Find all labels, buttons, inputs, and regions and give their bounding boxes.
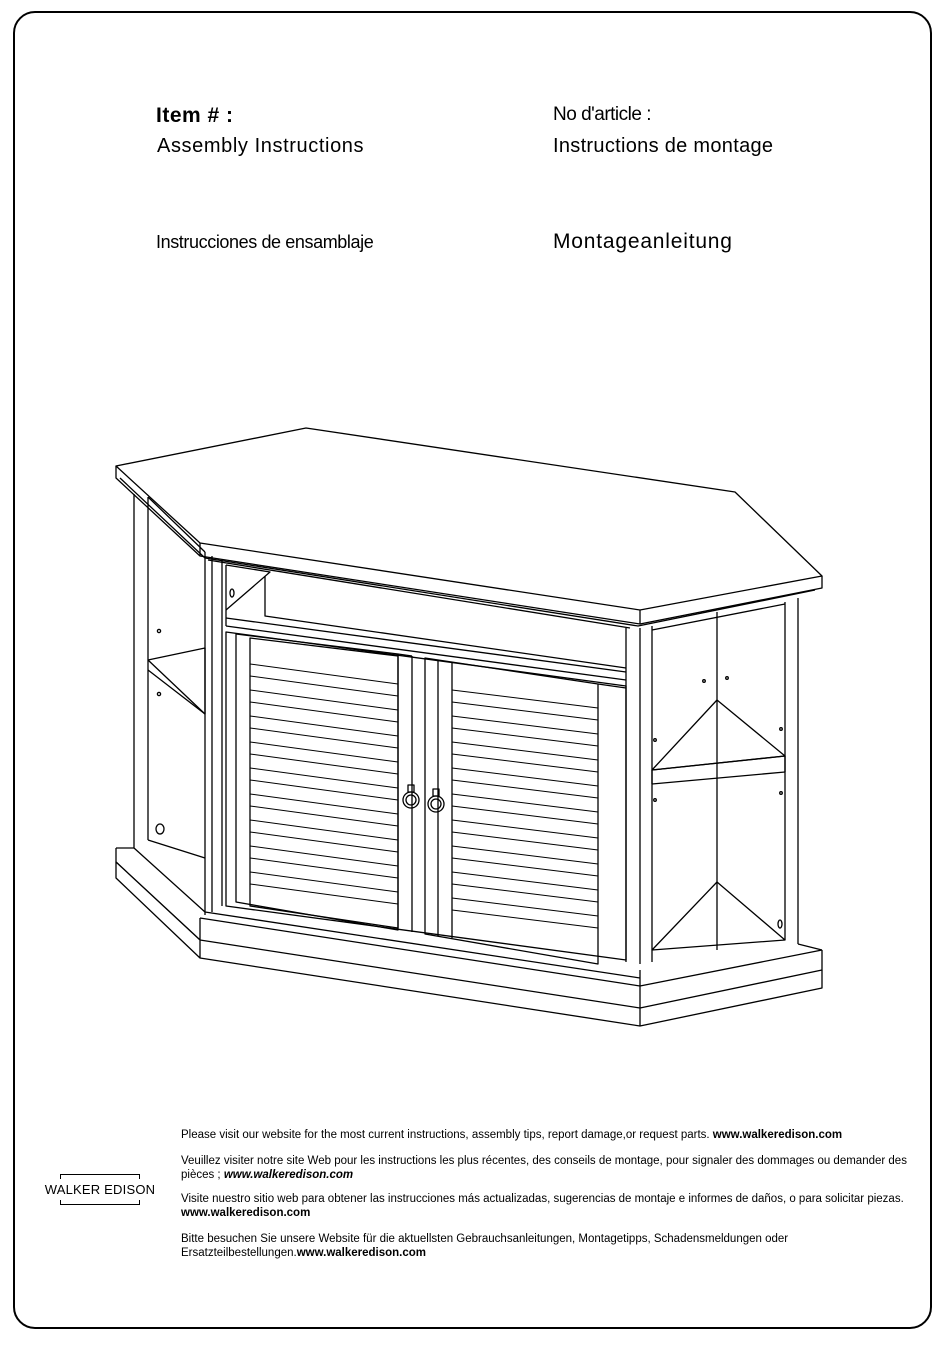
tv-stand-illustration <box>100 420 840 1040</box>
footer-es <box>181 1192 911 1220</box>
assembly-instructions-title: Assembly Instructions <box>157 135 365 157</box>
footer-en-text: Please visit our website for the most current instructions, assembly tips, report damage,or request parts. <box>181 1129 713 1141</box>
logo-text: WALKER EDISON <box>44 1182 156 1197</box>
footer-en <box>181 1128 911 1142</box>
logo-bracket-top <box>60 1174 140 1179</box>
footer-fr-text: Veuillez visiter notre site Web pour les instructions les plus récentes, des conseils de montage, pour signaler des dommages ou demander des pièces ; <box>181 1155 907 1181</box>
footer-de-text: Bitte besuchen Sie unsere Website für die aktuellsten Gebrauchsanleitungen, Montagetipps, Schadensmeldungen oder Ersatzteilbestellungen. <box>181 1233 789 1259</box>
instructions-de-title: Montageanleitung <box>553 230 733 253</box>
logo-bracket-bottom <box>60 1200 140 1205</box>
article-number-label: No d'article : <box>553 104 652 125</box>
footer-fr-url[interactable]: www.walkeredison.com <box>223 1169 354 1181</box>
footer-es-text: Visite nuestro sitio web para obtener las instrucciones más actualizadas, sugerencias de montaje e informes de daños, o para solicitar piezas. <box>181 1193 904 1205</box>
instructions-es-title: Instrucciones de ensamblaje <box>156 232 374 252</box>
instructions-fr-title: Instructions de montage <box>553 135 774 157</box>
footer-fr <box>181 1154 911 1182</box>
footer-de-url[interactable]: www.walkeredison.com <box>296 1247 427 1259</box>
item-number-label: Item # : <box>156 104 234 127</box>
footer-en-url[interactable]: www.walkeredison.com <box>712 1129 843 1141</box>
footer-de <box>181 1232 911 1260</box>
walker-edison-logo <box>40 1174 160 1210</box>
footer-es-url[interactable]: www.walkeredison.com <box>181 1207 311 1219</box>
